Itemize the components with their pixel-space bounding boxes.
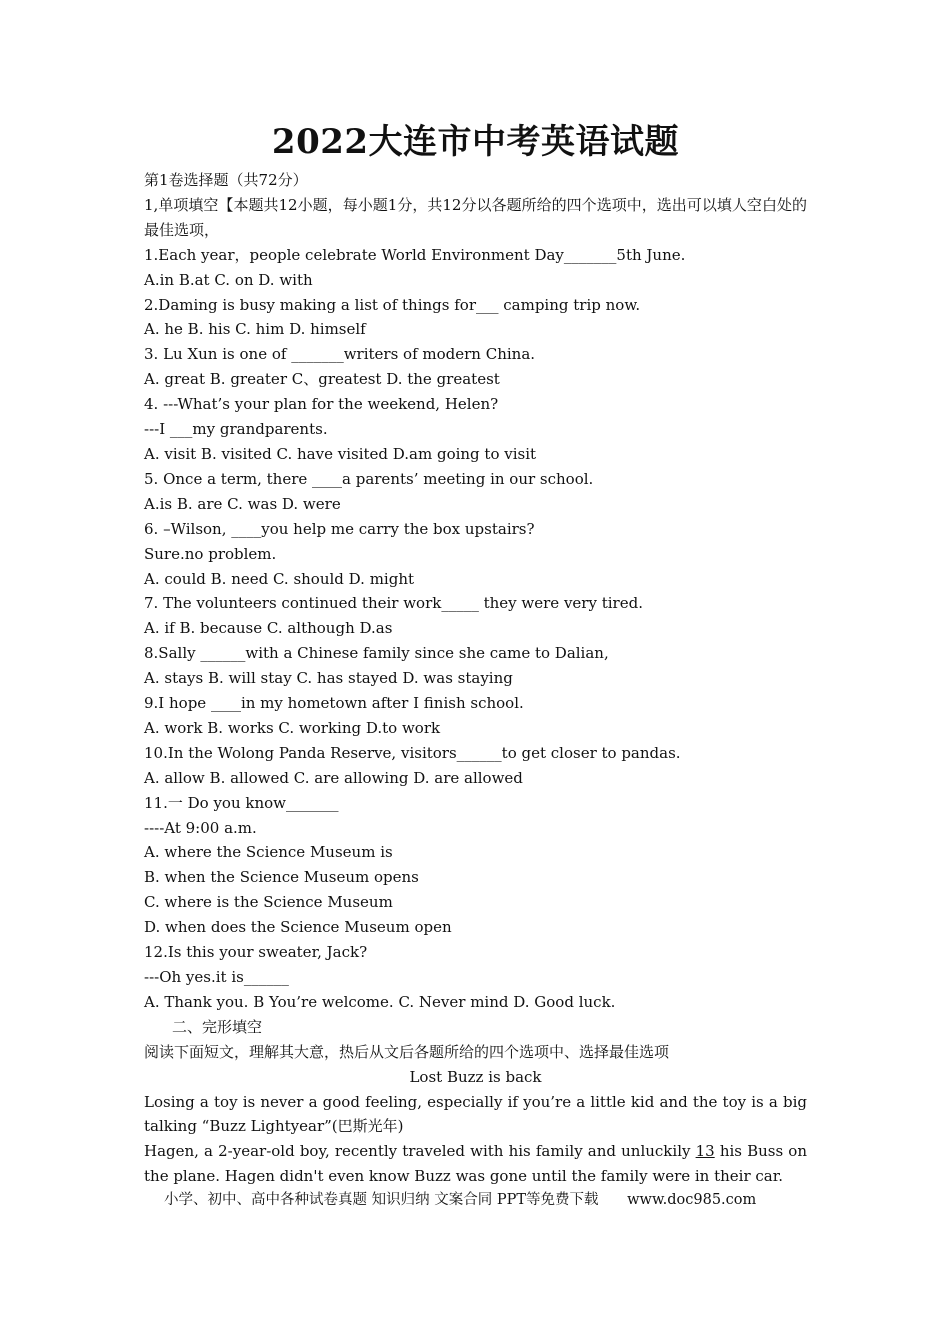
question-10-stem: 10.In the Wolong Panda Reserve, visitors______to get closer to pandas. — [144, 743, 681, 762]
question-4-options: A. visit B. visited C. have visited D.am going to visit — [144, 444, 537, 463]
question-8-options: A. stays B. will stay C. has stayed D. was staying — [144, 669, 513, 688]
question-6-options: A. could B. need C. should D. might — [144, 569, 415, 588]
question-2-stem: 2.Daming is busy making a list of things for___ camping trip now. — [144, 295, 641, 314]
question-7-stem: 7. The volunteers continued their work_____ they were very tired. — [144, 594, 643, 613]
question-11-option-b: B. when the Science Museum opens — [144, 868, 419, 887]
section1-instructions: 1,单项填空【本题共12小题，每小题1分，共12分以各题所给的四个选项中，选出可以填人空白处的最佳选项， — [144, 195, 807, 239]
question-4-stem: 4. ---What’s your plan for the weekend, Helen? — [144, 395, 499, 414]
passage-paragraph-2-start: Hagen, a 2-year-old boy, recently traveled with his family and unluckily — [144, 1142, 696, 1161]
question-6-stem: 6. –Wilson, ____you help me carry the box upstairs? — [144, 519, 535, 538]
page-footer — [164, 1188, 758, 1212]
footer-text: 小学、初中、高中各种试卷真题 知识归纳 文案合同 PPT等免费下载 — [164, 1192, 599, 1208]
question-5-options: A.is B. are C. was D. were — [144, 494, 341, 513]
part1-heading: 第1卷选择题（共72分） — [144, 171, 308, 189]
question-3-options: A. great B. greater C、greatest D. the greatest — [144, 370, 500, 389]
question-6-stem-reply: Sure.no problem. — [144, 544, 277, 563]
page-title: 2022大连市中考英语试题 — [271, 122, 680, 162]
passage-title: Lost Buzz is back — [409, 1067, 542, 1086]
blank-13: 13 — [695, 1142, 715, 1161]
question-9-stem: 9.I hope ____in my hometown after I finish school. — [144, 694, 524, 713]
question-12-options: A. Thank you. B You’re welcome. C. Never mind D. Good luck. — [144, 992, 616, 1011]
passage-paragraph-2-end: his Buss on the plane. Hagen didn't even know Buzz was gone until the family were in their car. — [144, 1142, 807, 1186]
question-1-stem: 1.Each year，people celebrate World Environment Day_______5th June. — [144, 245, 686, 264]
section2-instructions: 阅读下面短文，理解其大意，热后从文后各题所给的四个选项中、选择最佳选项 — [144, 1042, 670, 1061]
footer-url: www.doc985.com — [627, 1192, 757, 1208]
question-11-stem: 11.一 Do you know_______ — [144, 793, 339, 812]
question-12-stem: 12.Is this your sweater, Jack? — [144, 943, 368, 962]
passage-paragraph-2 — [144, 1139, 807, 1189]
question-7-options: A. if B. because C. although D.as — [144, 619, 393, 638]
question-1-options: A.in B.at C. on D. with — [144, 270, 313, 289]
question-11-option-d: D. when does the Science Museum open — [144, 918, 452, 937]
question-2-options: A. he B. his C. him D. himself — [144, 320, 366, 339]
exam-page — [144, 118, 807, 1189]
question-8-stem: 8.Sally ______with a Chinese family since she came to Dalian, — [144, 644, 609, 663]
passage-paragraph-1: Losing a toy is never a good feeling, especially if you’re a little kid and the toy is a big talking “Buzz Lightyear”(巴斯光年) — [144, 1092, 807, 1136]
question-12-stem-reply: ---Oh yes.it is______ — [144, 968, 289, 986]
question-list — [144, 243, 807, 1015]
question-9-options: A. work B. works C. working D.to work — [144, 718, 441, 737]
question-11-option-a: A. where the Science Museum is — [144, 843, 393, 862]
question-11-stem-reply: ----At 9:00 a.m. — [144, 818, 257, 837]
question-5-stem: 5. Once a term, there ____a parents’ meeting in our school. — [144, 469, 594, 488]
question-11-option-c: C. where is the Science Museum — [144, 893, 393, 912]
question-3-stem: 3. Lu Xun is one of _______writers of modern China. — [144, 345, 536, 364]
section2-heading: 二、完形填空 — [172, 1017, 263, 1036]
question-4-stem-reply: ---I ___my grandparents. — [144, 420, 328, 439]
question-10-options: A. allow B. allowed C. are allowing D. are allowed — [144, 768, 523, 787]
